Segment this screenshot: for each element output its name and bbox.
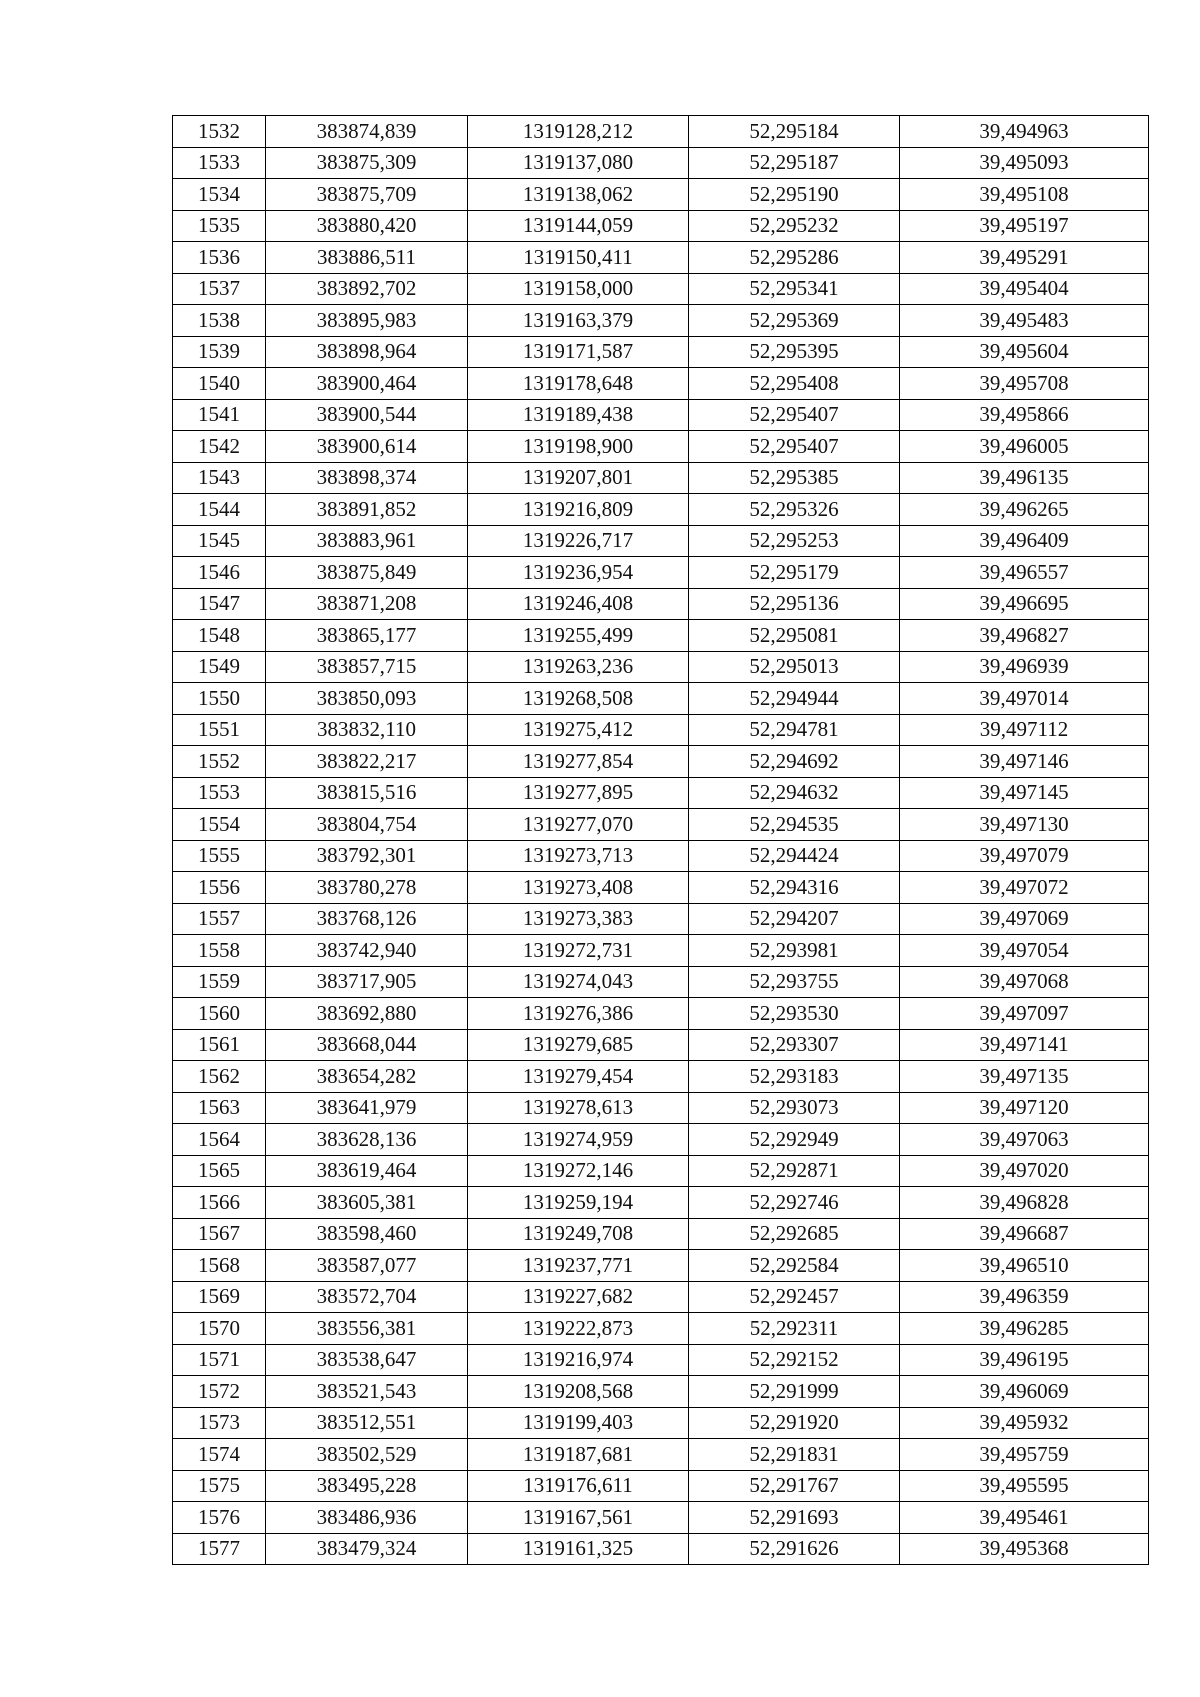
x-coordinate-cell: 383850,093 xyxy=(266,683,468,715)
coordinates-table xyxy=(172,115,1149,1565)
y-coordinate-cell: 1319207,801 xyxy=(468,462,689,494)
longitude-cell: 39,497020 xyxy=(900,1155,1149,1187)
point-number-cell: 1538 xyxy=(173,305,266,337)
table-row xyxy=(173,777,1149,809)
table-row xyxy=(173,1502,1149,1534)
x-coordinate-cell: 383886,511 xyxy=(266,242,468,274)
table-row xyxy=(173,809,1149,841)
x-coordinate-cell: 383900,464 xyxy=(266,368,468,400)
x-coordinate-cell: 383874,839 xyxy=(266,116,468,148)
latitude-cell: 52,295286 xyxy=(689,242,900,274)
y-coordinate-cell: 1319273,713 xyxy=(468,840,689,872)
longitude-cell: 39,495866 xyxy=(900,399,1149,431)
x-coordinate-cell: 383880,420 xyxy=(266,210,468,242)
table-row xyxy=(173,872,1149,904)
latitude-cell: 52,293307 xyxy=(689,1029,900,1061)
latitude-cell: 52,295407 xyxy=(689,431,900,463)
longitude-cell: 39,496195 xyxy=(900,1344,1149,1376)
point-number-cell: 1559 xyxy=(173,966,266,998)
longitude-cell: 39,497079 xyxy=(900,840,1149,872)
y-coordinate-cell: 1319176,611 xyxy=(468,1470,689,1502)
x-coordinate-cell: 383875,709 xyxy=(266,179,468,211)
latitude-cell: 52,295190 xyxy=(689,179,900,211)
point-number-cell: 1533 xyxy=(173,147,266,179)
y-coordinate-cell: 1319272,146 xyxy=(468,1155,689,1187)
latitude-cell: 52,292685 xyxy=(689,1218,900,1250)
latitude-cell: 52,291920 xyxy=(689,1407,900,1439)
y-coordinate-cell: 1319128,212 xyxy=(468,116,689,148)
y-coordinate-cell: 1319161,325 xyxy=(468,1533,689,1565)
x-coordinate-cell: 383502,529 xyxy=(266,1439,468,1471)
table-row xyxy=(173,210,1149,242)
latitude-cell: 52,294944 xyxy=(689,683,900,715)
longitude-cell: 39,496828 xyxy=(900,1187,1149,1219)
latitude-cell: 52,295341 xyxy=(689,273,900,305)
longitude-cell: 39,497072 xyxy=(900,872,1149,904)
point-number-cell: 1532 xyxy=(173,116,266,148)
x-coordinate-cell: 383883,961 xyxy=(266,525,468,557)
y-coordinate-cell: 1319259,194 xyxy=(468,1187,689,1219)
y-coordinate-cell: 1319222,873 xyxy=(468,1313,689,1345)
longitude-cell: 39,496827 xyxy=(900,620,1149,652)
point-number-cell: 1565 xyxy=(173,1155,266,1187)
point-number-cell: 1549 xyxy=(173,651,266,683)
table-row xyxy=(173,1155,1149,1187)
latitude-cell: 52,294632 xyxy=(689,777,900,809)
table-row xyxy=(173,179,1149,211)
latitude-cell: 52,295184 xyxy=(689,116,900,148)
point-number-cell: 1562 xyxy=(173,1061,266,1093)
latitude-cell: 52,292311 xyxy=(689,1313,900,1345)
point-number-cell: 1570 xyxy=(173,1313,266,1345)
y-coordinate-cell: 1319275,412 xyxy=(468,714,689,746)
table-row xyxy=(173,1218,1149,1250)
x-coordinate-cell: 383857,715 xyxy=(266,651,468,683)
longitude-cell: 39,497135 xyxy=(900,1061,1149,1093)
latitude-cell: 52,294207 xyxy=(689,903,900,935)
y-coordinate-cell: 1319263,236 xyxy=(468,651,689,683)
table-row xyxy=(173,494,1149,526)
latitude-cell: 52,291693 xyxy=(689,1502,900,1534)
point-number-cell: 1545 xyxy=(173,525,266,557)
longitude-cell: 39,496557 xyxy=(900,557,1149,589)
y-coordinate-cell: 1319278,613 xyxy=(468,1092,689,1124)
y-coordinate-cell: 1319144,059 xyxy=(468,210,689,242)
latitude-cell: 52,294424 xyxy=(689,840,900,872)
x-coordinate-cell: 383479,324 xyxy=(266,1533,468,1565)
latitude-cell: 52,295081 xyxy=(689,620,900,652)
point-number-cell: 1560 xyxy=(173,998,266,1030)
latitude-cell: 52,293073 xyxy=(689,1092,900,1124)
x-coordinate-cell: 383768,126 xyxy=(266,903,468,935)
table-row xyxy=(173,336,1149,368)
longitude-cell: 39,497014 xyxy=(900,683,1149,715)
point-number-cell: 1534 xyxy=(173,179,266,211)
y-coordinate-cell: 1319171,587 xyxy=(468,336,689,368)
x-coordinate-cell: 383875,309 xyxy=(266,147,468,179)
point-number-cell: 1548 xyxy=(173,620,266,652)
x-coordinate-cell: 383556,381 xyxy=(266,1313,468,1345)
x-coordinate-cell: 383598,460 xyxy=(266,1218,468,1250)
table-row xyxy=(173,525,1149,557)
x-coordinate-cell: 383865,177 xyxy=(266,620,468,652)
longitude-cell: 39,495368 xyxy=(900,1533,1149,1565)
y-coordinate-cell: 1319246,408 xyxy=(468,588,689,620)
point-number-cell: 1540 xyxy=(173,368,266,400)
coordinates-table-body xyxy=(173,116,1149,1565)
y-coordinate-cell: 1319277,854 xyxy=(468,746,689,778)
longitude-cell: 39,497130 xyxy=(900,809,1149,841)
latitude-cell: 52,295369 xyxy=(689,305,900,337)
point-number-cell: 1576 xyxy=(173,1502,266,1534)
point-number-cell: 1535 xyxy=(173,210,266,242)
table-row xyxy=(173,588,1149,620)
x-coordinate-cell: 383628,136 xyxy=(266,1124,468,1156)
table-row xyxy=(173,1029,1149,1061)
longitude-cell: 39,495595 xyxy=(900,1470,1149,1502)
latitude-cell: 52,295179 xyxy=(689,557,900,589)
longitude-cell: 39,497068 xyxy=(900,966,1149,998)
y-coordinate-cell: 1319273,408 xyxy=(468,872,689,904)
point-number-cell: 1554 xyxy=(173,809,266,841)
table-row xyxy=(173,431,1149,463)
table-row xyxy=(173,683,1149,715)
point-number-cell: 1557 xyxy=(173,903,266,935)
longitude-cell: 39,496939 xyxy=(900,651,1149,683)
y-coordinate-cell: 1319255,499 xyxy=(468,620,689,652)
x-coordinate-cell: 383832,110 xyxy=(266,714,468,746)
point-number-cell: 1542 xyxy=(173,431,266,463)
y-coordinate-cell: 1319236,954 xyxy=(468,557,689,589)
point-number-cell: 1537 xyxy=(173,273,266,305)
x-coordinate-cell: 383572,704 xyxy=(266,1281,468,1313)
latitude-cell: 52,295253 xyxy=(689,525,900,557)
longitude-cell: 39,496510 xyxy=(900,1250,1149,1282)
point-number-cell: 1566 xyxy=(173,1187,266,1219)
longitude-cell: 39,496135 xyxy=(900,462,1149,494)
latitude-cell: 52,294535 xyxy=(689,809,900,841)
longitude-cell: 39,495932 xyxy=(900,1407,1149,1439)
latitude-cell: 52,292949 xyxy=(689,1124,900,1156)
x-coordinate-cell: 383619,464 xyxy=(266,1155,468,1187)
x-coordinate-cell: 383780,278 xyxy=(266,872,468,904)
point-number-cell: 1539 xyxy=(173,336,266,368)
x-coordinate-cell: 383898,964 xyxy=(266,336,468,368)
latitude-cell: 52,292871 xyxy=(689,1155,900,1187)
latitude-cell: 52,295326 xyxy=(689,494,900,526)
latitude-cell: 52,295136 xyxy=(689,588,900,620)
x-coordinate-cell: 383895,983 xyxy=(266,305,468,337)
point-number-cell: 1546 xyxy=(173,557,266,589)
x-coordinate-cell: 383495,228 xyxy=(266,1470,468,1502)
x-coordinate-cell: 383538,647 xyxy=(266,1344,468,1376)
table-row xyxy=(173,1124,1149,1156)
longitude-cell: 39,496359 xyxy=(900,1281,1149,1313)
x-coordinate-cell: 383900,544 xyxy=(266,399,468,431)
y-coordinate-cell: 1319189,438 xyxy=(468,399,689,431)
latitude-cell: 52,294781 xyxy=(689,714,900,746)
y-coordinate-cell: 1319272,731 xyxy=(468,935,689,967)
longitude-cell: 39,496285 xyxy=(900,1313,1149,1345)
latitude-cell: 52,293981 xyxy=(689,935,900,967)
point-number-cell: 1564 xyxy=(173,1124,266,1156)
latitude-cell: 52,292746 xyxy=(689,1187,900,1219)
x-coordinate-cell: 383898,374 xyxy=(266,462,468,494)
x-coordinate-cell: 383717,905 xyxy=(266,966,468,998)
y-coordinate-cell: 1319150,411 xyxy=(468,242,689,274)
point-number-cell: 1544 xyxy=(173,494,266,526)
point-number-cell: 1543 xyxy=(173,462,266,494)
table-row xyxy=(173,903,1149,935)
y-coordinate-cell: 1319274,959 xyxy=(468,1124,689,1156)
table-row xyxy=(173,399,1149,431)
latitude-cell: 52,294692 xyxy=(689,746,900,778)
x-coordinate-cell: 383742,940 xyxy=(266,935,468,967)
x-coordinate-cell: 383891,852 xyxy=(266,494,468,526)
y-coordinate-cell: 1319163,379 xyxy=(468,305,689,337)
longitude-cell: 39,497120 xyxy=(900,1092,1149,1124)
latitude-cell: 52,294316 xyxy=(689,872,900,904)
y-coordinate-cell: 1319279,454 xyxy=(468,1061,689,1093)
table-row xyxy=(173,1376,1149,1408)
latitude-cell: 52,295385 xyxy=(689,462,900,494)
table-row xyxy=(173,746,1149,778)
y-coordinate-cell: 1319216,809 xyxy=(468,494,689,526)
x-coordinate-cell: 383900,614 xyxy=(266,431,468,463)
y-coordinate-cell: 1319279,685 xyxy=(468,1029,689,1061)
x-coordinate-cell: 383804,754 xyxy=(266,809,468,841)
point-number-cell: 1553 xyxy=(173,777,266,809)
y-coordinate-cell: 1319268,508 xyxy=(468,683,689,715)
table-row xyxy=(173,998,1149,1030)
longitude-cell: 39,496409 xyxy=(900,525,1149,557)
point-number-cell: 1536 xyxy=(173,242,266,274)
latitude-cell: 52,295232 xyxy=(689,210,900,242)
table-row xyxy=(173,1061,1149,1093)
point-number-cell: 1568 xyxy=(173,1250,266,1282)
point-number-cell: 1569 xyxy=(173,1281,266,1313)
table-row xyxy=(173,305,1149,337)
y-coordinate-cell: 1319276,386 xyxy=(468,998,689,1030)
y-coordinate-cell: 1319226,717 xyxy=(468,525,689,557)
longitude-cell: 39,495291 xyxy=(900,242,1149,274)
y-coordinate-cell: 1319199,403 xyxy=(468,1407,689,1439)
longitude-cell: 39,495197 xyxy=(900,210,1149,242)
longitude-cell: 39,496695 xyxy=(900,588,1149,620)
point-number-cell: 1563 xyxy=(173,1092,266,1124)
point-number-cell: 1571 xyxy=(173,1344,266,1376)
table-row xyxy=(173,1281,1149,1313)
longitude-cell: 39,497097 xyxy=(900,998,1149,1030)
table-row xyxy=(173,1439,1149,1471)
latitude-cell: 52,291831 xyxy=(689,1439,900,1471)
point-number-cell: 1551 xyxy=(173,714,266,746)
latitude-cell: 52,291626 xyxy=(689,1533,900,1565)
longitude-cell: 39,497069 xyxy=(900,903,1149,935)
longitude-cell: 39,497146 xyxy=(900,746,1149,778)
point-number-cell: 1552 xyxy=(173,746,266,778)
longitude-cell: 39,496687 xyxy=(900,1218,1149,1250)
x-coordinate-cell: 383641,979 xyxy=(266,1092,468,1124)
y-coordinate-cell: 1319138,062 xyxy=(468,179,689,211)
table-row xyxy=(173,1407,1149,1439)
y-coordinate-cell: 1319137,080 xyxy=(468,147,689,179)
latitude-cell: 52,295187 xyxy=(689,147,900,179)
y-coordinate-cell: 1319274,043 xyxy=(468,966,689,998)
point-number-cell: 1561 xyxy=(173,1029,266,1061)
longitude-cell: 39,497145 xyxy=(900,777,1149,809)
table-row xyxy=(173,1313,1149,1345)
table-row xyxy=(173,147,1149,179)
longitude-cell: 39,495093 xyxy=(900,147,1149,179)
longitude-cell: 39,496069 xyxy=(900,1376,1149,1408)
latitude-cell: 52,292457 xyxy=(689,1281,900,1313)
y-coordinate-cell: 1319277,070 xyxy=(468,809,689,841)
x-coordinate-cell: 383486,936 xyxy=(266,1502,468,1534)
y-coordinate-cell: 1319227,682 xyxy=(468,1281,689,1313)
table-row xyxy=(173,1187,1149,1219)
y-coordinate-cell: 1319167,561 xyxy=(468,1502,689,1534)
latitude-cell: 52,292584 xyxy=(689,1250,900,1282)
x-coordinate-cell: 383605,381 xyxy=(266,1187,468,1219)
point-number-cell: 1550 xyxy=(173,683,266,715)
table-row xyxy=(173,714,1149,746)
y-coordinate-cell: 1319178,648 xyxy=(468,368,689,400)
x-coordinate-cell: 383815,516 xyxy=(266,777,468,809)
x-coordinate-cell: 383587,077 xyxy=(266,1250,468,1282)
longitude-cell: 39,495708 xyxy=(900,368,1149,400)
table-row xyxy=(173,273,1149,305)
point-number-cell: 1572 xyxy=(173,1376,266,1408)
latitude-cell: 52,293755 xyxy=(689,966,900,998)
table-row xyxy=(173,1470,1149,1502)
latitude-cell: 52,291767 xyxy=(689,1470,900,1502)
x-coordinate-cell: 383875,849 xyxy=(266,557,468,589)
longitude-cell: 39,497063 xyxy=(900,1124,1149,1156)
table-row xyxy=(173,966,1149,998)
latitude-cell: 52,295408 xyxy=(689,368,900,400)
longitude-cell: 39,497112 xyxy=(900,714,1149,746)
latitude-cell: 52,293530 xyxy=(689,998,900,1030)
table-row xyxy=(173,116,1149,148)
point-number-cell: 1558 xyxy=(173,935,266,967)
y-coordinate-cell: 1319208,568 xyxy=(468,1376,689,1408)
x-coordinate-cell: 383892,702 xyxy=(266,273,468,305)
table-row xyxy=(173,1344,1149,1376)
y-coordinate-cell: 1319277,895 xyxy=(468,777,689,809)
y-coordinate-cell: 1319237,771 xyxy=(468,1250,689,1282)
latitude-cell: 52,295013 xyxy=(689,651,900,683)
table-row xyxy=(173,368,1149,400)
longitude-cell: 39,495108 xyxy=(900,179,1149,211)
table-row xyxy=(173,620,1149,652)
point-number-cell: 1556 xyxy=(173,872,266,904)
longitude-cell: 39,495404 xyxy=(900,273,1149,305)
x-coordinate-cell: 383654,282 xyxy=(266,1061,468,1093)
longitude-cell: 39,494963 xyxy=(900,116,1149,148)
x-coordinate-cell: 383792,301 xyxy=(266,840,468,872)
table-row xyxy=(173,1533,1149,1565)
table-row xyxy=(173,1092,1149,1124)
point-number-cell: 1547 xyxy=(173,588,266,620)
longitude-cell: 39,496005 xyxy=(900,431,1149,463)
point-number-cell: 1567 xyxy=(173,1218,266,1250)
latitude-cell: 52,292152 xyxy=(689,1344,900,1376)
latitude-cell: 52,291999 xyxy=(689,1376,900,1408)
y-coordinate-cell: 1319273,383 xyxy=(468,903,689,935)
longitude-cell: 39,495604 xyxy=(900,336,1149,368)
latitude-cell: 52,295395 xyxy=(689,336,900,368)
longitude-cell: 39,497141 xyxy=(900,1029,1149,1061)
x-coordinate-cell: 383521,543 xyxy=(266,1376,468,1408)
x-coordinate-cell: 383822,217 xyxy=(266,746,468,778)
table-row xyxy=(173,1250,1149,1282)
latitude-cell: 52,293183 xyxy=(689,1061,900,1093)
longitude-cell: 39,496265 xyxy=(900,494,1149,526)
point-number-cell: 1555 xyxy=(173,840,266,872)
latitude-cell: 52,295407 xyxy=(689,399,900,431)
y-coordinate-cell: 1319198,900 xyxy=(468,431,689,463)
table-row xyxy=(173,840,1149,872)
longitude-cell: 39,495759 xyxy=(900,1439,1149,1471)
point-number-cell: 1577 xyxy=(173,1533,266,1565)
table-row xyxy=(173,462,1149,494)
table-row xyxy=(173,242,1149,274)
table-row xyxy=(173,935,1149,967)
y-coordinate-cell: 1319187,681 xyxy=(468,1439,689,1471)
point-number-cell: 1574 xyxy=(173,1439,266,1471)
point-number-cell: 1573 xyxy=(173,1407,266,1439)
y-coordinate-cell: 1319249,708 xyxy=(468,1218,689,1250)
y-coordinate-cell: 1319216,974 xyxy=(468,1344,689,1376)
x-coordinate-cell: 383692,880 xyxy=(266,998,468,1030)
x-coordinate-cell: 383668,044 xyxy=(266,1029,468,1061)
point-number-cell: 1541 xyxy=(173,399,266,431)
x-coordinate-cell: 383871,208 xyxy=(266,588,468,620)
y-coordinate-cell: 1319158,000 xyxy=(468,273,689,305)
longitude-cell: 39,497054 xyxy=(900,935,1149,967)
longitude-cell: 39,495461 xyxy=(900,1502,1149,1534)
point-number-cell: 1575 xyxy=(173,1470,266,1502)
table-row xyxy=(173,557,1149,589)
x-coordinate-cell: 383512,551 xyxy=(266,1407,468,1439)
longitude-cell: 39,495483 xyxy=(900,305,1149,337)
table-row xyxy=(173,651,1149,683)
